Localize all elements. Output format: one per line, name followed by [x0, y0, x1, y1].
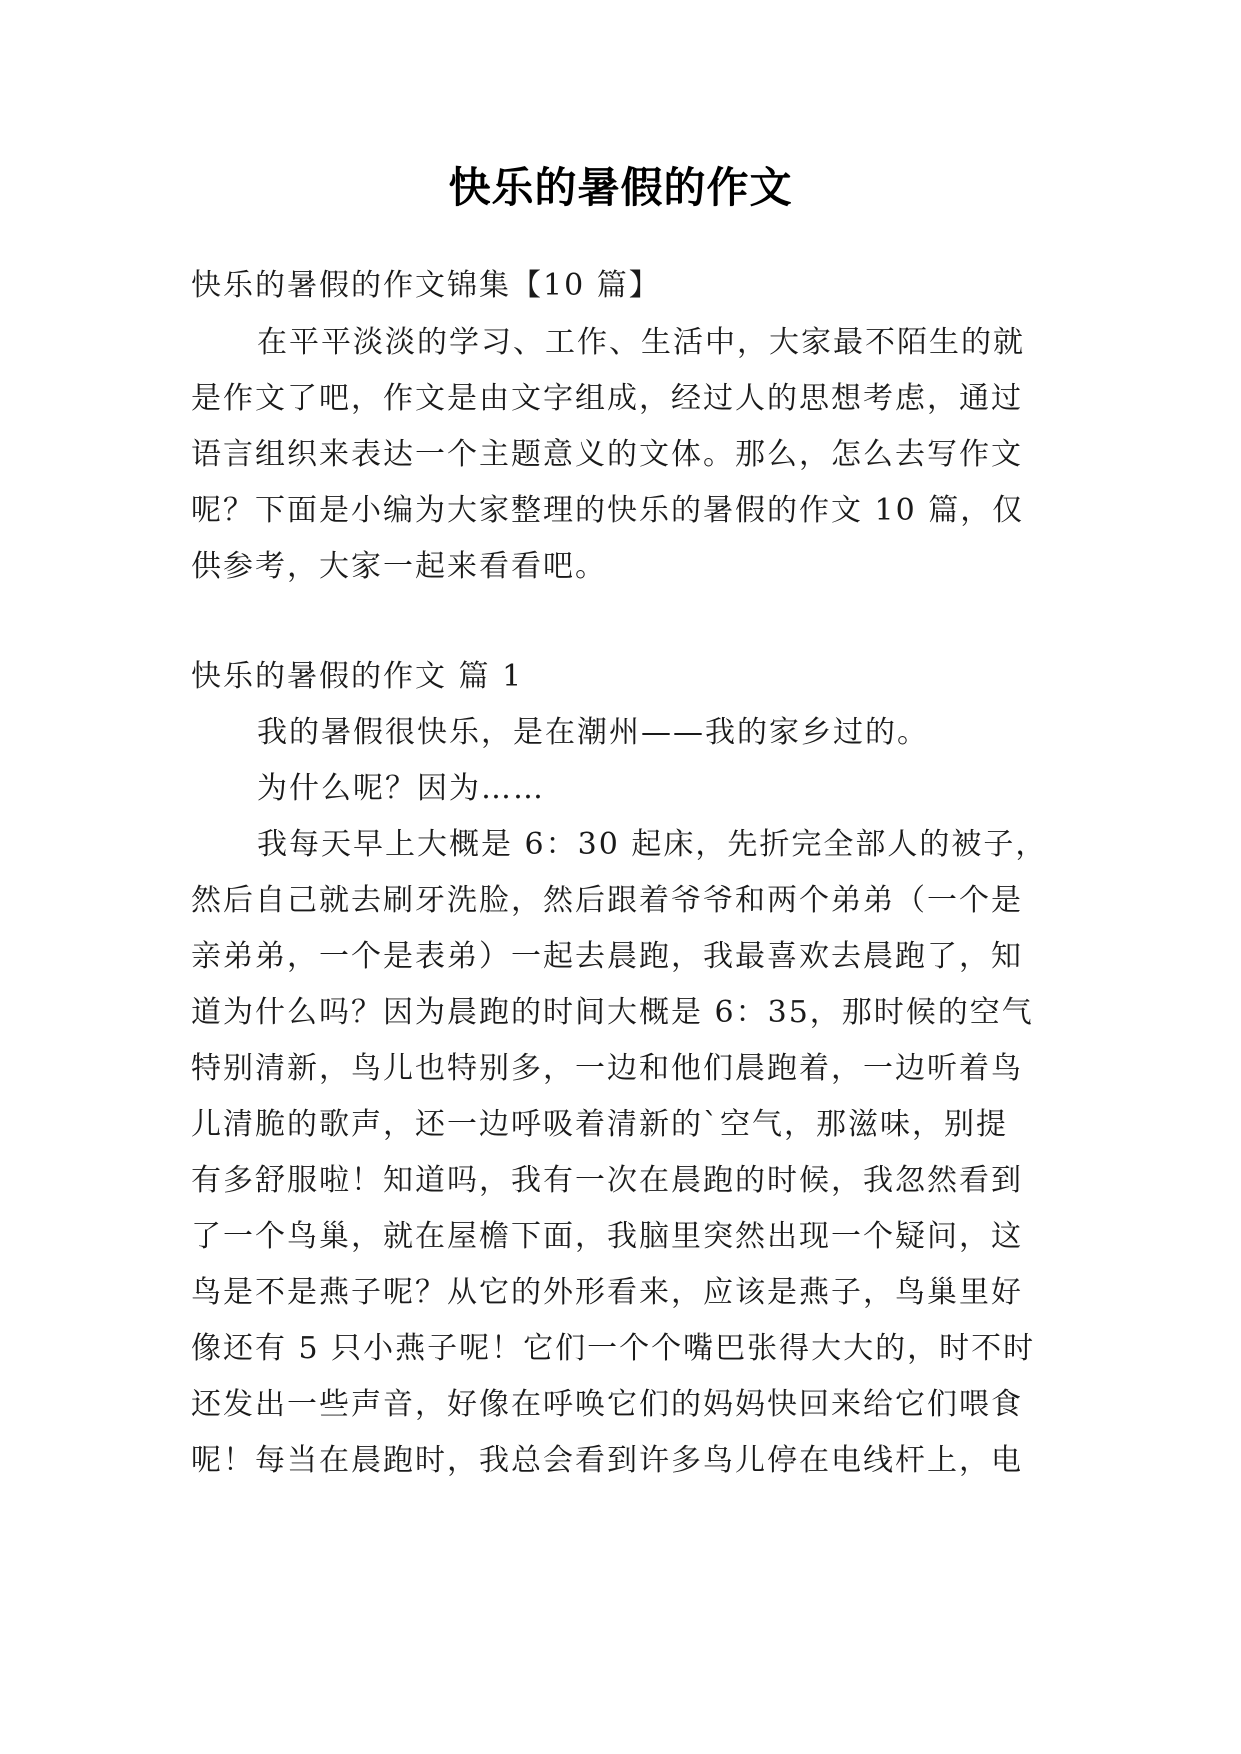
paragraph-line: 了一个鸟巢，就在屋檐下面，我脑里突然出现一个疑问，这	[191, 1219, 1023, 1254]
paragraph-line: 像还有 5 只小燕子呢！它们一个个嘴巴张得大大的，时不时	[191, 1331, 1036, 1366]
paragraph-line: 为什么呢？因为……	[257, 771, 545, 806]
paragraph-line: 我每天早上大概是 6：30 起床，先折完全部人的被子，	[257, 827, 1048, 862]
intro-line: 语言组织来表达一个主题意义的文体。那么，怎么去写作文	[191, 437, 1023, 472]
intro-line: 在平平淡淡的学习、工作、生活中，大家最不陌生的就	[257, 325, 1025, 360]
paragraph-line: 我的暑假很快乐，是在潮州——我的家乡过的。	[257, 715, 929, 750]
section-heading: 快乐的暑假的作文 篇 1	[191, 659, 524, 694]
paragraph-line: 鸟是不是燕子呢？从它的外形看来，应该是燕子，鸟巢里好	[191, 1275, 1023, 1310]
document-title: 快乐的暑假的作文	[448, 163, 793, 212]
paragraph-line: 亲弟弟，一个是表弟）一起去晨跑，我最喜欢去晨跑了，知	[191, 939, 1023, 974]
paragraph-line: 儿清脆的歌声，还一边呼吸着清新的`空气，那滋味，别提	[191, 1107, 1008, 1142]
collection-heading: 快乐的暑假的作文锦集【10 篇】	[191, 268, 661, 303]
intro-line: 呢？下面是小编为大家整理的快乐的暑假的作文 10 篇，仅	[191, 493, 1025, 528]
paragraph-line: 还发出一些声音，好像在呼唤它们的妈妈快回来给它们喂食	[191, 1387, 1023, 1422]
paragraph-line: 然后自己就去刷牙洗脸，然后跟着爷爷和两个弟弟（一个是	[191, 883, 1023, 918]
paragraph-line: 有多舒服啦！知道吗，我有一次在晨跑的时候，我忽然看到	[191, 1163, 1023, 1198]
paragraph-line: 呢！每当在晨跑时，我总会看到许多鸟儿停在电线杆上，电	[191, 1443, 1023, 1478]
paragraph-line: 特别清新，鸟儿也特别多，一边和他们晨跑着，一边听着鸟	[191, 1051, 1023, 1086]
intro-line: 是作文了吧，作文是由文字组成，经过人的思想考虑，通过	[191, 381, 1023, 416]
paragraph-line: 道为什么吗？因为晨跑的时间大概是 6：35，那时候的空气	[191, 995, 1034, 1030]
intro-line: 供参考，大家一起来看看吧。	[191, 549, 607, 584]
